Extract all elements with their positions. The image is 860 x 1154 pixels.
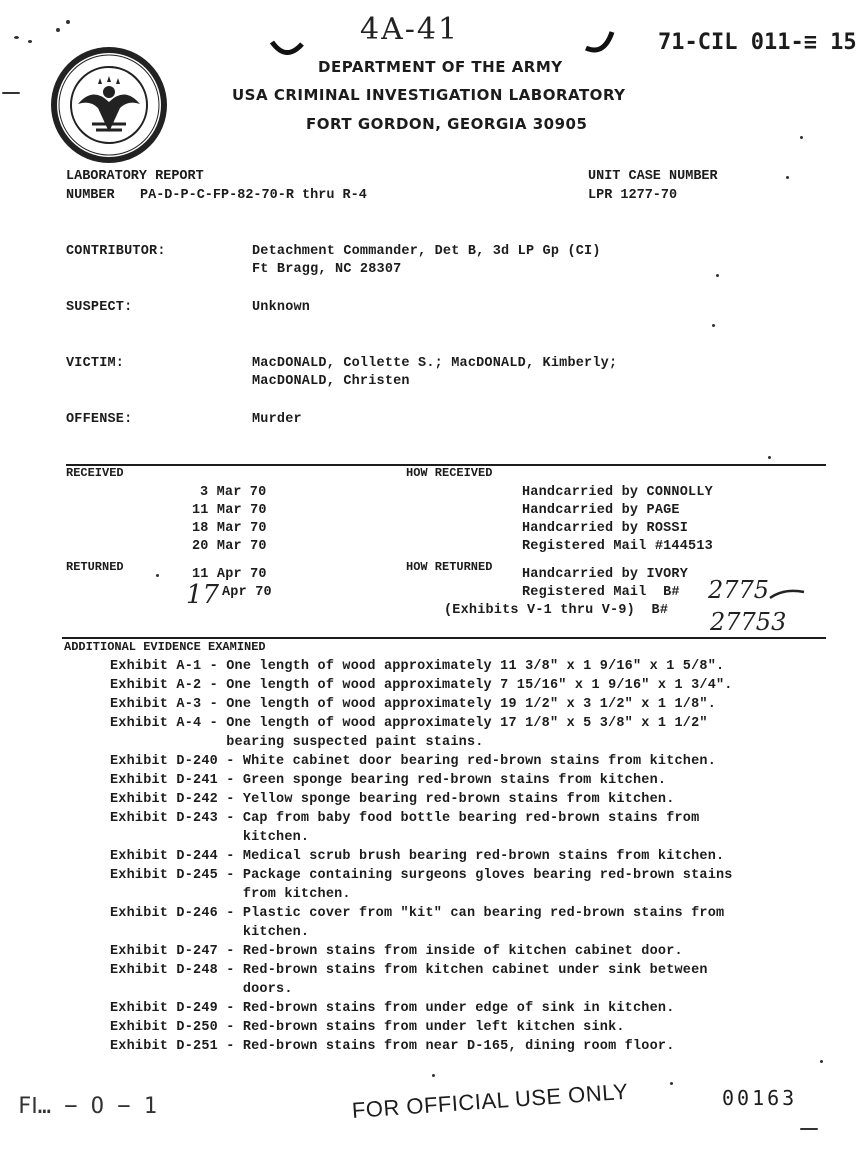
classification-stamp: FOR OFFICIAL USE ONLY [351,1078,630,1123]
evidence-line: Exhibit A-3 - One length of wood approximately 19 1/2" x 3 1/2" x 1 1/8". [110,697,716,712]
returned-exhibits-note: (Exhibits V-1 thru V-9) B# [444,603,669,618]
how-returned-label: HOW RETURNED [406,560,493,574]
scan-speck [432,1074,435,1077]
evidence-line: Exhibit D-242 - Yellow sponge bearing red-brown stains from kitchen. [110,792,675,807]
returned-label: RETURNED [66,560,124,574]
offense-value: Murder [252,412,302,427]
scan-speck [2,92,20,94]
scan-speck [670,1082,673,1085]
evidence-line: bearing suspected paint stains. [110,735,484,750]
unit-case-number: LPR 1277-70 [588,188,678,203]
handwritten-mail-number-1: 2775 [708,576,770,604]
scan-speck [56,28,60,32]
victim-line-1: MacDONALD, Collette S.; MacDONALD, Kimberly; [252,356,618,371]
evidence-line: Exhibit A-2 - One length of wood approximately 7 15/16" x 1 9/16" x 1 3/4". [110,678,733,693]
evidence-line: Exhibit D-243 - Cap from baby food bottle bearing red-brown stains from [110,811,700,826]
lab-report-label: LABORATORY REPORT [66,169,204,184]
handwritten-corner-ref: 71-CIL 011-≡ 15 [658,30,857,55]
evidence-line: Exhibit A-1 - One length of wood approximately 11 3/8" x 1 9/16" x 1 5/8". [110,659,725,674]
scan-speck [716,274,719,277]
received-date: 18 Mar 70 [192,521,267,536]
returned-how-2: Registered Mail B# [522,585,680,600]
evidence-line: from kitchen. [110,887,351,902]
scan-speck [712,324,715,327]
evidence-line: Exhibit D-241 - Green sponge bearing red-brown stains from kitchen. [110,773,667,788]
returned-date-2: Apr 70 [222,585,272,600]
punch-hole-mark-right [582,26,622,60]
handwritten-file-code: 4A-41 [360,12,460,47]
suspect-label: SUSPECT: [66,300,133,315]
letterhead-dept: DEPARTMENT OF THE ARMY [318,58,563,76]
handwritten-mail-number-2: 27753 [710,608,787,636]
victim-line-2: MacDONALD, Christen [252,374,410,389]
lab-report-number: PA-D-P-C-FP-82-70-R thru R-4 [140,188,367,203]
suspect-value: Unknown [252,300,311,315]
received-how: Handcarried by PAGE [522,503,680,518]
scan-speck [768,456,771,459]
scan-speck [800,1128,818,1130]
handwritten-dash-mark [768,584,808,604]
scan-speck [800,136,803,139]
evidence-line: Exhibit D-248 - Red-brown stains from kitchen cabinet under sink between [110,963,708,978]
contributor-line-2: Ft Bragg, NC 28307 [252,262,402,277]
scan-speck [786,176,789,179]
returned-how: Handcarried by IVORY [522,567,689,582]
scan-speck [820,1060,823,1063]
lab-report-number-label: NUMBER [66,188,115,203]
evidence-heading: ADDITIONAL EVIDENCE EXAMINED [64,640,266,654]
evidence-line: kitchen. [110,925,310,940]
evidence-line: Exhibit D-246 - Plastic cover from "kit" can bearing red-brown stains from [110,906,725,921]
received-how: Handcarried by ROSSI [522,521,689,536]
contributor-label: CONTRIBUTOR: [66,244,166,259]
evidence-line: Exhibit A-4 - One length of wood approximately 17 1/8" x 5 3/8" x 1 1/2" [110,716,708,731]
contributor-line-1: Detachment Commander, Det B, 3d LP Gp (CI) [252,244,601,259]
evidence-line: Exhibit D-244 - Medical scrub brush bearing red-brown stains from kitchen. [110,849,725,864]
evidence-line: Exhibit D-251 - Red-brown stains from near D-165, dining room floor. [110,1039,675,1054]
evidence-line: Exhibit D-245 - Package containing surgeons gloves bearing red-brown stains [110,868,733,883]
evidence-line: Exhibit D-240 - White cabinet door bearing red-brown stains from kitchen. [110,754,716,769]
offense-label: OFFENSE: [66,412,133,427]
scan-speck [156,574,159,577]
received-date: 11 Mar 70 [192,503,267,518]
letterhead-lab: USA CRIMINAL INVESTIGATION LABORATORY [232,86,626,104]
page-number: 00163 [722,1086,798,1110]
evidence-line: Exhibit D-250 - Red-brown stains from under left kitchen sink. [110,1020,625,1035]
dod-seal-icon [48,44,170,166]
evidence-line: Exhibit D-247 - Red-brown stains from inside of kitchen cabinet door. [110,944,683,959]
unit-case-label: UNIT CASE NUMBER [588,169,718,184]
divider-evidence [62,637,826,639]
victim-label: VICTIM: [66,356,125,371]
received-label: RECEIVED [66,466,124,480]
returned-date: 11 Apr 70 [192,567,267,582]
scan-speck [14,36,19,39]
letterhead-location: FORT GORDON, GEORGIA 30905 [306,115,588,133]
scan-speck [28,40,32,43]
received-how: Handcarried by CONNOLLY [522,485,713,500]
evidence-line: kitchen. [110,830,310,845]
how-received-label: HOW RECEIVED [406,466,493,480]
bottom-left-initials: FⅠ… − O − 1 [18,1094,157,1119]
evidence-line: doors. [110,982,293,997]
handwritten-day: 17 [186,580,220,610]
evidence-line: Exhibit D-249 - Red-brown stains from under edge of sink in kitchen. [110,1001,675,1016]
received-how: Registered Mail #144513 [522,539,713,554]
received-date: 20 Mar 70 [192,539,267,554]
received-date: 3 Mar 70 [200,485,267,500]
punch-hole-mark-left [268,34,308,64]
scan-speck [66,20,70,24]
